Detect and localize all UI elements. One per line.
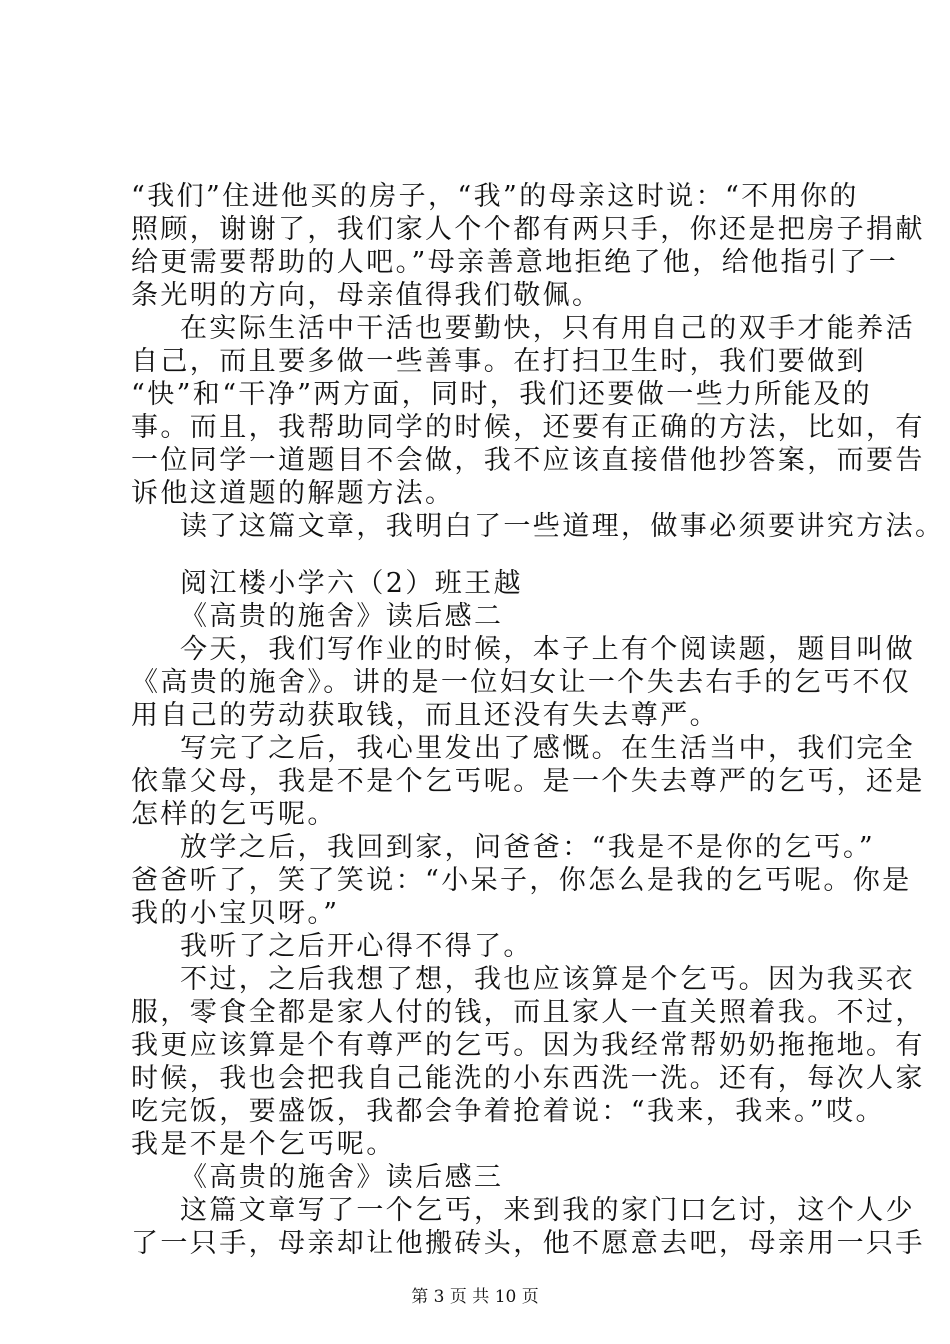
- text-line: 自己，而且要多做一些善事。在打扫卫生时，我们要做到: [131, 346, 866, 377]
- page-number-footer: 第 3 页 共 10 页: [411, 1287, 539, 1307]
- text-line: 爸爸听了，笑了笑说：“小呆子，你怎么是我的乞丐呢。你是: [131, 865, 912, 896]
- text-line: 吃完饭，要盛饭，我都会争着抢着说：“我来，我来。”哎。: [131, 1096, 885, 1127]
- text-line: 我更应该算是个有尊严的乞丐。因为我经常帮奶奶拖拖地。有: [131, 1030, 925, 1061]
- text-line: 我听了之后开心得不得了。: [180, 931, 533, 962]
- text-line: 写完了之后，我心里发出了感慨。在生活当中，我们完全: [180, 733, 915, 764]
- author-line: 阅江楼小学六（2）班王越: [180, 568, 523, 599]
- text-line: 一位同学一道题目不会做，我不应该直接借他抄答案，而要告: [131, 445, 925, 476]
- text-line: 这篇文章写了一个乞丐，来到我的家门口乞讨，这个人少: [180, 1195, 915, 1226]
- text-line: 怎样的乞丐呢。: [131, 799, 337, 830]
- text-line: 我的小宝贝呀。”: [131, 898, 340, 929]
- text-line: 用自己的劳动获取钱，而且还没有失去尊严。: [131, 700, 719, 731]
- text-line: 放学之后，我回到家，问爸爸：“我是不是你的乞丐。”: [180, 832, 876, 863]
- text-line: 了一只手，母亲却让他搬砖头，他不愿意去吧，母亲用一只手: [131, 1228, 925, 1259]
- text-line: 《高贵的施舍》。讲的是一位妇女让一个失去右手的乞丐不仅: [131, 667, 912, 698]
- text-line: 给更需要帮助的人吧。”母亲善意地拒绝了他，给他指引了一: [131, 247, 899, 278]
- text-line: 服，零食全都是家人付的钱，而且家人一直关照着我。不过，: [131, 997, 925, 1028]
- text-line: 条光明的方向，母亲值得我们敬佩。: [131, 280, 602, 311]
- text-line: 照顾，谢谢了，我们家人个个都有两只手，你还是把房子捐献: [131, 214, 925, 245]
- text-line: 依靠父母，我是不是个乞丐呢。是一个失去尊严的乞丐，还是: [131, 766, 925, 797]
- text-line: 读了这篇文章，我明白了一些道理，做事必须要讲究方法。: [180, 511, 945, 542]
- text-line: 在实际生活中干活也要勤快，只有用自己的双手才能养活: [180, 313, 915, 344]
- section-title: 《高贵的施舍》读后感二: [180, 601, 504, 632]
- text-line: 诉他这道题的解题方法。: [131, 478, 455, 509]
- text-line: “快”和“干净”两方面，同时，我们还要做一些力所能及的: [131, 379, 873, 410]
- text-line: 我是不是个乞丐呢。: [131, 1129, 396, 1160]
- section-title: 《高贵的施舍》读后感三: [180, 1162, 504, 1193]
- text-line: 时候，我也会把我自己能洗的小东西洗一洗。还有，每次人家: [131, 1063, 925, 1094]
- text-line: 事。而且，我帮助同学的时候，还要有正确的方法，比如，有: [131, 412, 925, 443]
- text-line: 今天，我们写作业的时候，本子上有个阅读题，题目叫做: [180, 634, 915, 665]
- text-line: 不过，之后我想了想，我也应该算是个乞丐。因为我买衣: [180, 964, 915, 995]
- text-line: “我们”住进他买的房子，“我”的母亲这时说：“不用你的: [131, 181, 859, 212]
